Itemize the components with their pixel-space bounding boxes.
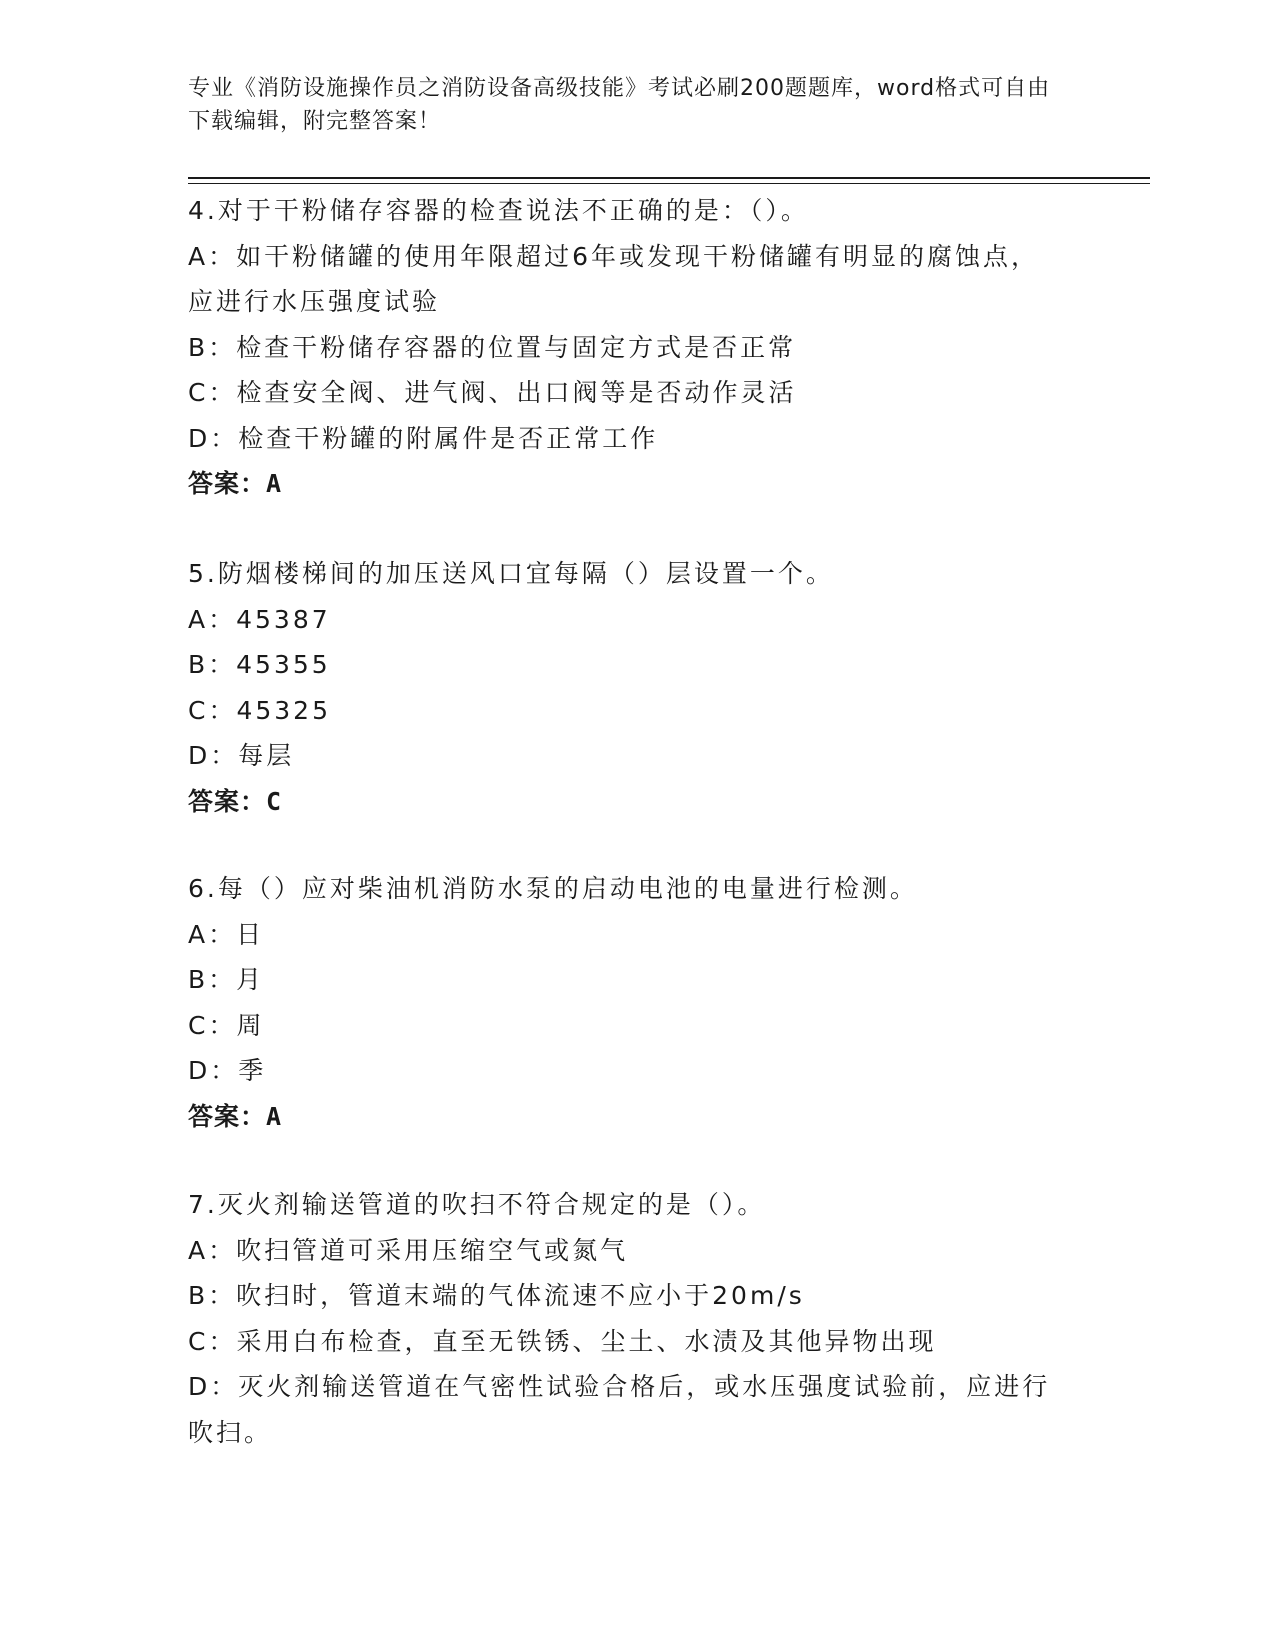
header-divider-thin: [188, 183, 1150, 184]
option-c: C：检查安全阀、进气阀、出口阀等是否动作灵活: [188, 378, 797, 407]
option-b: B：月: [188, 965, 265, 994]
option-a: A：45387: [188, 604, 331, 634]
option-a: A：日: [188, 919, 265, 949]
answer-label: 答案：: [188, 786, 267, 816]
option-d: D：季: [188, 1056, 267, 1085]
option-d: D：每层: [188, 741, 295, 770]
option-c: C：45325: [188, 695, 331, 725]
option-b: B：吹扫时，管道末端的气体流速不应小于20m/s: [188, 1281, 805, 1310]
question-stem: 6.每（）应对柴油机消防水泵的启动电池的电量进行检测。: [188, 874, 918, 903]
option-a: A：吹扫管道可采用压缩空气或氮气: [188, 1235, 629, 1265]
answer-line: [188, 1094, 1088, 1140]
question-stem: 5.防烟楼梯间的加压送风口宜每隔（）层设置一个。: [188, 559, 834, 588]
answer-value: C: [266, 786, 283, 816]
answer-value: A: [266, 469, 283, 498]
option-c: C：采用白布检查，直至无铁锈、尘土、水渍及其他异物出现: [188, 1326, 937, 1356]
header-divider-thick: [188, 177, 1150, 179]
question-stem: 7.灭火剂输送管道的吹扫不符合规定的是（）。: [188, 1190, 766, 1219]
question-5: [188, 551, 1088, 824]
option-a: A：如干粉储罐的使用年限超过6年或发现干粉储罐有明显的腐蚀点，应进行水压强度试验: [188, 241, 1040, 316]
option-c: C：周: [188, 1010, 265, 1040]
question-7: [188, 1182, 1088, 1455]
question-stem: 4.对于干粉储存容器的检查说法不正确的是：（）。: [188, 196, 809, 225]
answer-line: [188, 779, 1088, 825]
answer-label: 答案：: [188, 469, 267, 498]
option-b: B：检查干粉储存容器的位置与固定方式是否正常: [188, 332, 797, 362]
option-b: B：45355: [188, 650, 331, 679]
answer-line: [188, 461, 1088, 507]
answer-label: 答案：: [188, 1101, 267, 1131]
question-4: [188, 188, 1088, 507]
option-d: D：灭火剂输送管道在气密性试验合格后，或水压强度试验前，应进行吹扫。: [188, 1372, 1051, 1447]
question-6: [188, 866, 1088, 1139]
answer-value: A: [266, 1101, 283, 1131]
document-header: 专业《消防设施操作员之消防设备高级技能》考试必刷200题题库，word格式可自由下载编辑，附完整答案！: [188, 76, 1051, 134]
option-d: D：检查干粉罐的附属件是否正常工作: [188, 423, 659, 453]
